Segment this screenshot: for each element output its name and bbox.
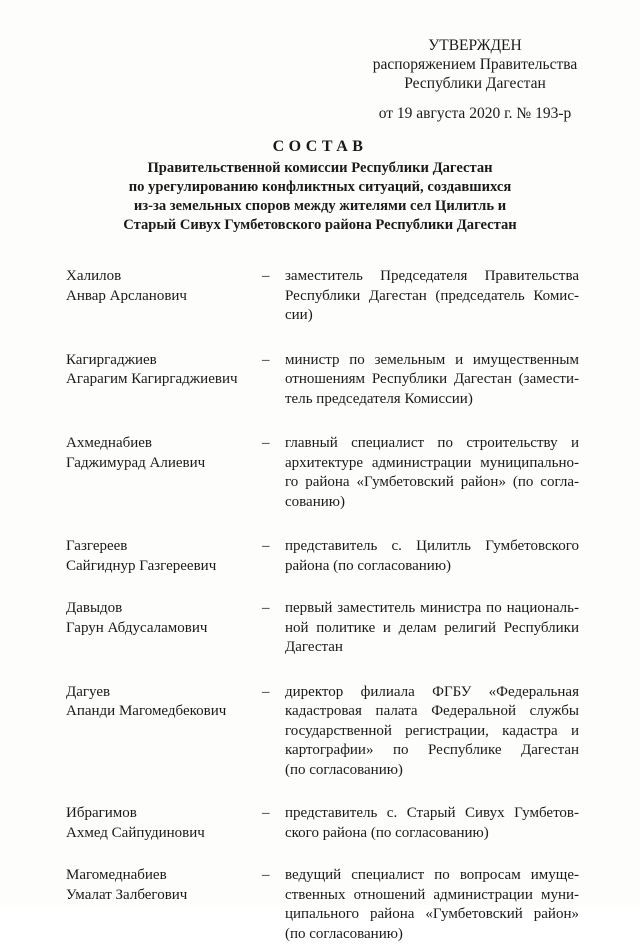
approval-region: Республики Дагестан: [360, 74, 590, 93]
member-given-names: Умалат Залбегович: [66, 886, 256, 906]
member-name: [66, 683, 256, 722]
member-entry: [66, 866, 586, 944]
member-entry: [66, 599, 586, 658]
member-given-names: Анвар Арсланович: [66, 287, 256, 307]
role-line: главный специалист по строительству и: [285, 434, 579, 454]
approval-status: УТВЕРЖДЕН: [360, 36, 590, 55]
member-name: [66, 351, 256, 390]
member-dash: –: [262, 267, 270, 287]
member-surname: Ибрагимов: [66, 804, 256, 824]
role-line: го района «Гумбетовский район» (по согла-: [285, 473, 579, 493]
member-surname: Кагиргаджиев: [66, 351, 256, 371]
title-line: по урегулированию конфликтных ситуаций, создавшихся: [60, 178, 580, 197]
member-entry: [66, 683, 586, 781]
member-dash: –: [262, 683, 270, 703]
member-surname: Халилов: [66, 267, 256, 287]
role-line: первый заместитель министра по националь-: [285, 599, 579, 619]
member-dash: –: [262, 804, 270, 824]
member-surname: Дагуев: [66, 683, 256, 703]
member-surname: Газгереев: [66, 537, 256, 557]
member-dash: –: [262, 434, 270, 454]
title-line: Старый Сивух Гумбетовского района Республики Дагестан: [60, 216, 580, 235]
approval-authority: распоряжением Правительства: [360, 55, 590, 74]
member-entry: [66, 434, 586, 512]
member-role: [285, 683, 579, 781]
member-role: [285, 537, 579, 576]
member-role: [285, 866, 579, 944]
member-dash: –: [262, 351, 270, 371]
role-line: (по согласованию): [285, 925, 579, 944]
commission-members-list: [66, 267, 586, 944]
member-dash: –: [262, 599, 270, 619]
role-line: сованию): [285, 493, 579, 513]
role-line: государственной регистрации, кадастра и: [285, 722, 579, 742]
role-line: ципального района «Гумбетовский район»: [285, 905, 579, 925]
role-line: представитель с. Цилитль Гумбетовского: [285, 537, 579, 557]
role-line: (по согласованию): [285, 761, 579, 781]
member-surname: Магомеднабиев: [66, 866, 256, 886]
approval-stamp-block: [360, 36, 590, 123]
member-role: [285, 434, 579, 512]
role-line: тель председателя Комиссии): [285, 390, 579, 410]
member-given-names: Гарун Абдусаламович: [66, 619, 256, 639]
member-name: [66, 537, 256, 576]
role-line: Республики Дагестан (председатель Комис-: [285, 287, 579, 307]
role-line: архитектуре администрации муниципально-: [285, 454, 579, 474]
role-line: сии): [285, 306, 579, 326]
title-line: из-за земельных споров между жителями сел Цилитль и: [60, 197, 580, 216]
role-line: кадастровая палата Федеральной службы: [285, 702, 579, 722]
member-name: [66, 804, 256, 843]
member-given-names: Сайгиднур Газгереевич: [66, 557, 256, 577]
role-line: министр по земельным и имущественным: [285, 351, 579, 371]
document-title: [60, 137, 580, 235]
title-line: Правительственной комиссии Республики Дагестан: [60, 159, 580, 178]
role-line: ведущий специалист по вопросам имуще-: [285, 866, 579, 886]
title-heading: СОСТАВ: [60, 137, 580, 156]
role-line: ственных отношений администрации муни-: [285, 886, 579, 906]
member-surname: Ахмеднабиев: [66, 434, 256, 454]
member-role: [285, 351, 579, 410]
member-entry: [66, 351, 586, 410]
member-role: [285, 599, 579, 658]
member-name: [66, 866, 256, 905]
role-line: района (по согласованию): [285, 557, 579, 577]
member-surname: Давыдов: [66, 599, 256, 619]
role-line: представитель с. Старый Сивух Гумбетов-: [285, 804, 579, 824]
approval-date: от 19 августа 2020 г. № 193-р: [360, 104, 590, 123]
member-entry: [66, 537, 586, 576]
role-line: Дагестан: [285, 638, 579, 658]
member-name: [66, 267, 256, 306]
member-dash: –: [262, 866, 270, 886]
member-name: [66, 434, 256, 473]
role-line: отношениям Республики Дагестан (замести-: [285, 370, 579, 390]
member-entry: [66, 804, 586, 843]
member-name: [66, 599, 256, 638]
role-line: директор филиала ФГБУ «Федеральная: [285, 683, 579, 703]
member-dash: –: [262, 537, 270, 557]
member-role: [285, 267, 579, 326]
role-line: ского района (по согласованию): [285, 824, 579, 844]
role-line: картографии» по Республике Дагестан: [285, 741, 579, 761]
member-given-names: Апанди Магомедбекович: [66, 702, 256, 722]
role-line: ной политике и делам религий Республики: [285, 619, 579, 639]
member-given-names: Гаджимурад Алиевич: [66, 454, 256, 474]
member-entry: [66, 267, 586, 326]
role-line: заместитель Председателя Правительства: [285, 267, 579, 287]
member-given-names: Ахмед Сайпудинович: [66, 824, 256, 844]
member-role: [285, 804, 579, 843]
member-given-names: Агарагим Кагиргаджиевич: [66, 370, 256, 390]
